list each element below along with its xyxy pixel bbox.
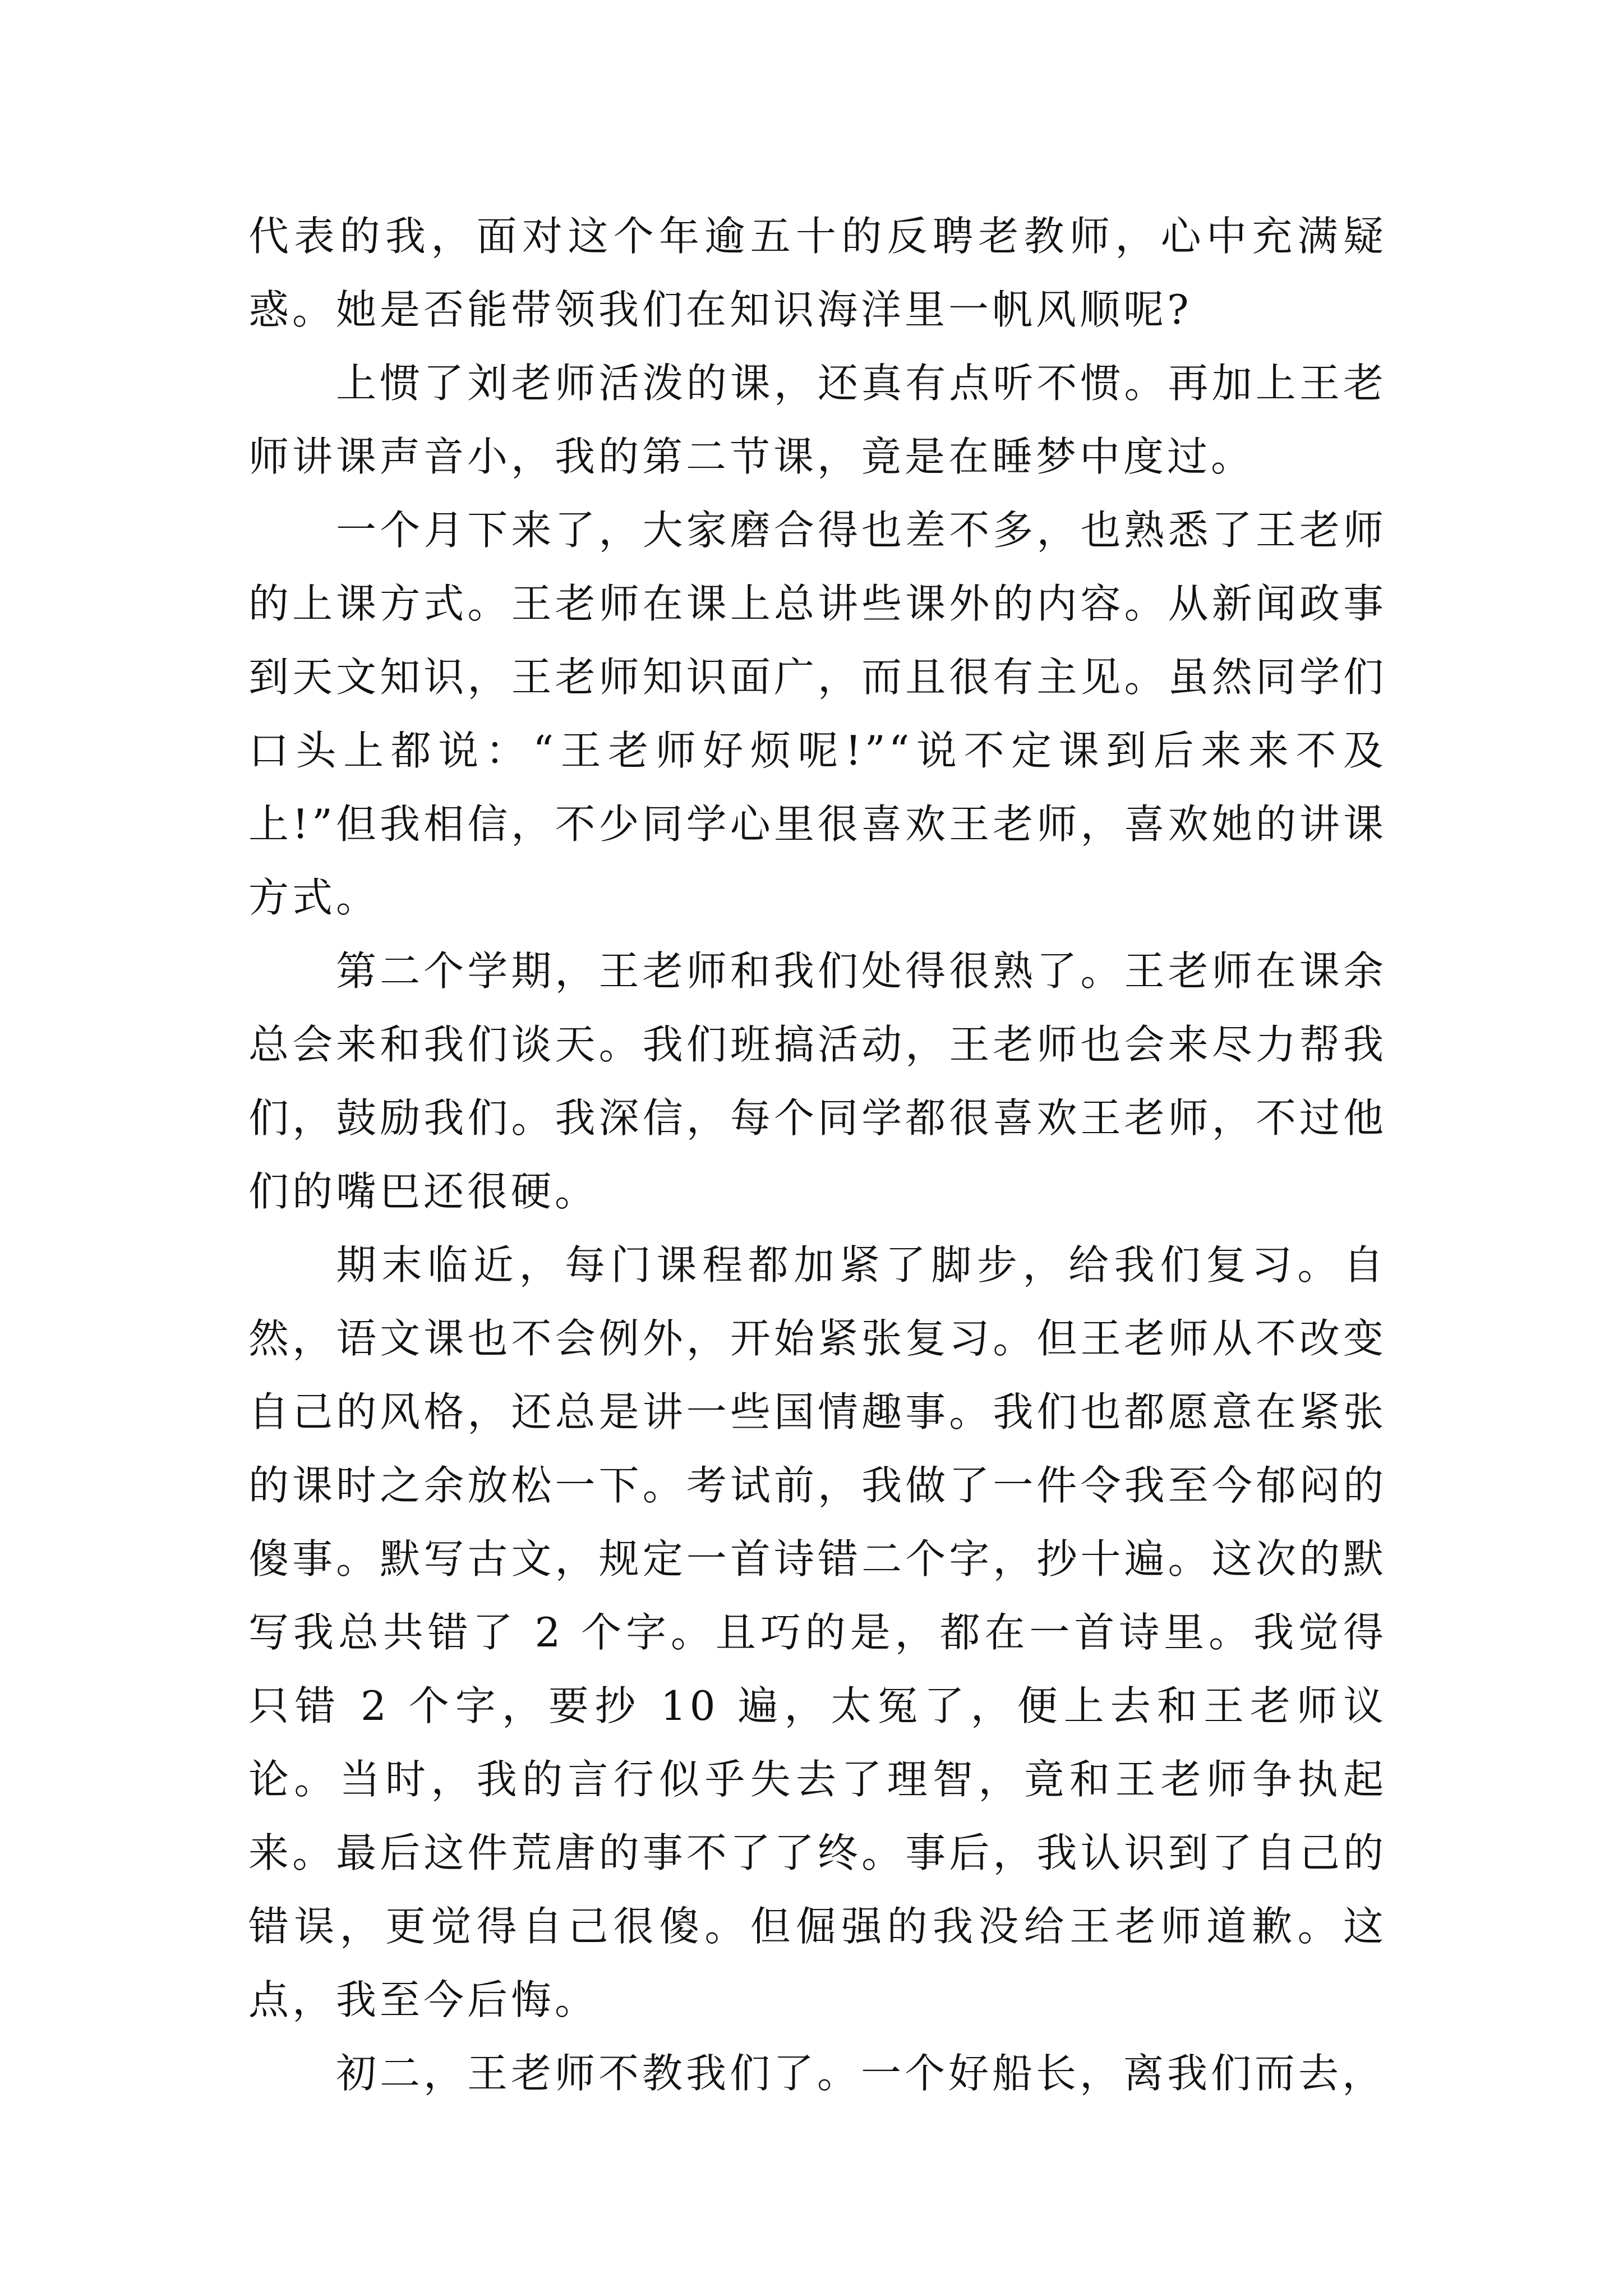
paragraph-6: 初二，王老师不教我们了。一个好船长，离我们而去，	[336, 2050, 1386, 2097]
paragraph-3: 一个月下来了，大家磨合得也差不多，也熟悉了王老师的上课方式。王老师在课上总讲些课外的内容。从新闻政事到天文知识，王老师知识面广，而且很有主见。虽然同学们口头上都说：“王老师好烦呢!”“说不定课到后来来不及上!”但我相信，不少同学心里很喜欢王老师，喜欢她的讲课方式。	[248, 507, 1387, 921]
paragraph-5: 期末临近，每门课程都加紧了脚步，给我们复习。自然，语文课也不会例外，开始紧张复习。但王老师从不改变自己的风格，还总是讲一些国情趣事。我们也都愿意在紧张的课时之余放松一下。考试前，我做了一件令我至今郁闷的傻事。默写古文，规定一首诗错二个字，抄十遍。这次的默写我总共错了 2 个字。且巧的是，都在一首诗里。我觉得只错 2 个字，要抄 10 遍，太冤了，便上去和王老师议论。当时，我的言行似乎失去了理智，竟和王老师争执起来。最后这件荒唐的事不了了终。事后，我认识到了自己的错误，更觉得自己很傻。但倔强的我没给王老师道歉。这点，我至今后悔。	[248, 1241, 1387, 2023]
paragraph-2: 上惯了刘老师活泼的课，还真有点听不惯。再加上王老师讲课声音小，我的第二节课，竟是在睡梦中度过。	[248, 360, 1387, 480]
paragraph-1: 代表的我，面对这个年逾五十的反聘老教师，心中充满疑惑。她是否能带领我们在知识海洋里一帆风顺呢?	[248, 213, 1387, 333]
paragraph-4: 第二个学期，王老师和我们处得很熟了。王老师在课余总会来和我们谈天。我们班搞活动，王老师也会来尽力帮我们，鼓励我们。我深信，每个同学都很喜欢王老师，不过他们的嘴巴还很硬。	[248, 947, 1387, 1215]
body-text	[248, 200, 1387, 2110]
